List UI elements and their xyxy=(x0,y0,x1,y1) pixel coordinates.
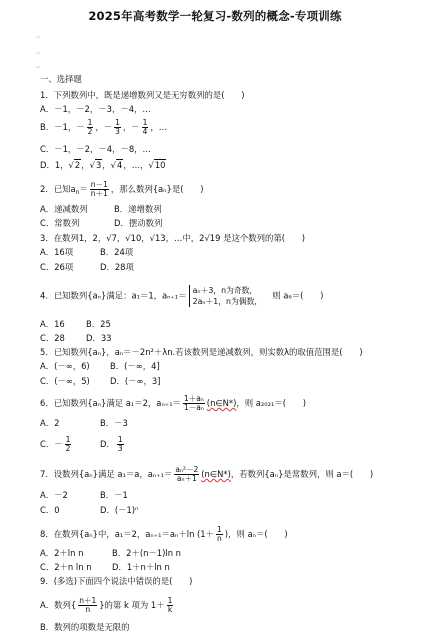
q6-frac-num: 1＋aₙ xyxy=(183,394,204,403)
q6-option-a: A．2 xyxy=(40,418,60,428)
q4-stem-prefix: 4．已知数列{aₙ}满足：a₁＝1，aₙ₊₁＝ xyxy=(40,290,187,301)
q2-options-row1 xyxy=(40,204,162,215)
paragraph-mark: ↵ xyxy=(36,64,42,71)
q1-stem: 1．下列数列中，既是递增数列又是无穷数列的是( ) xyxy=(40,90,245,100)
q6-options-row2 xyxy=(40,436,126,453)
q5-option-a: A．(－∞，6) xyxy=(40,361,90,371)
q6-stem-suffix: ，则 a₂₀₂₁＝( ) xyxy=(236,398,307,408)
q2-option-b: B．递增数列 xyxy=(114,204,162,214)
q9-option-b: B．数列的项数是无限的 xyxy=(40,622,130,632)
q4-option-d: D．33 xyxy=(86,333,112,343)
piecewise-brace xyxy=(189,285,263,307)
q5-option-b: B．(－∞，4] xyxy=(110,361,160,371)
q2-stem: 2．已知$a_n=$ $\frac{n-1}{n+1}$ ，那么数列{aₙ}是( ) xyxy=(40,180,204,198)
q1-option-d: D．1，√2，√3，√4，…，√10 xyxy=(40,160,166,170)
q5-stem: 5．已知数列{aₙ}，aₙ＝－2n²＋λn.若该数列是递减数列，则实数λ的取值范围是( ) xyxy=(40,347,363,357)
q2-option-c: C．常数列 xyxy=(40,218,80,228)
q7-option-d: D．(－1)ⁿ xyxy=(100,505,139,515)
q2-stem-suffix: ，那么数列{aₙ}是( ) xyxy=(110,184,204,194)
fraction xyxy=(174,466,199,483)
q8-stem-prefix: 8．在数列{aₙ}中，a₁＝2，aₙ₊₁＝aₙ＋ln xyxy=(40,529,195,539)
q6-stem-prefix: 6．已知数列{aₙ}满足 a₁＝2，aₙ₊₁＝ xyxy=(40,398,181,408)
q2-stem-prefix: 2．已知 xyxy=(40,184,71,194)
q6-options-row1 xyxy=(40,418,128,429)
q5-options-row1 xyxy=(40,361,160,372)
q6-option-c-prefix: C．－ xyxy=(40,439,63,449)
fraction: $\frac{1}{2}$ xyxy=(65,435,71,453)
q3-options-row1 xyxy=(40,247,133,258)
section-heading: 一、选择题 xyxy=(40,74,82,84)
q6-option-c xyxy=(40,436,100,453)
q4-option-a: A．16 xyxy=(40,319,65,329)
fraction: $\frac{1}{3}$ xyxy=(117,435,123,453)
fraction: $\frac{1}{k}$ xyxy=(167,596,173,614)
q6-option-d-prefix: D． xyxy=(100,439,115,449)
fraction: $\frac{n-1}{n+1}$ xyxy=(90,180,108,198)
q2-options-row2 xyxy=(40,218,162,229)
q2-option-a: A．递减数列 xyxy=(40,204,88,214)
q1-option-c: C．－1，－2，－4，－8，… xyxy=(40,144,151,154)
q6-option-d xyxy=(100,436,126,453)
q4-stem xyxy=(40,285,323,307)
q6-option-b: B．－3 xyxy=(100,418,128,428)
fraction xyxy=(183,395,205,412)
q9-stem: 9．(多选)下面四个说法中错误的是( ) xyxy=(40,576,193,586)
q3-options-row2 xyxy=(40,262,134,273)
q3-option-a: A．16项 xyxy=(40,247,74,257)
q9-option-a-prefix: A．数列{ xyxy=(40,600,77,610)
q7-stem-prefix: 7．设数列{aₙ}满足 a₁＝a，aₙ₊₁＝ xyxy=(40,469,173,479)
q5-option-c: C．(－∞，5) xyxy=(40,376,90,386)
q8-options-row1 xyxy=(40,548,181,559)
q8-stem: 8．在数列{aₙ}中，a₁＝2，aₙ₊₁＝aₙ＋ln (1＋ $\frac{1}{n}$ )，则 aₙ＝( ) xyxy=(40,525,288,543)
q4-options-row1 xyxy=(40,319,111,330)
q3-option-d: D．28项 xyxy=(100,262,134,272)
paragraph-mark: ↵ xyxy=(36,34,42,41)
paragraph-mark: ↵ xyxy=(36,50,42,57)
fraction: $\frac{1}{n}$ xyxy=(217,525,222,543)
q4-option-b: B．25 xyxy=(86,319,111,329)
q8-option-d: D．1＋n＋ln n xyxy=(112,562,170,572)
q6-frac-den: 1－aₙ xyxy=(183,403,204,412)
q8-option-a: A．2＋ln n xyxy=(40,548,84,558)
q9-option-a xyxy=(40,597,175,614)
q1-option-d-prefix: D．1， xyxy=(40,160,69,170)
fraction: $\frac{1}{3}$ xyxy=(115,118,120,136)
q4-case-2: 2aₙ＋1，n为偶数， xyxy=(192,297,263,306)
q6-stem xyxy=(40,395,306,412)
q7-frac-num: aₙ²－2 xyxy=(175,465,199,474)
q8-option-c: C．2＋n ln n xyxy=(40,562,92,572)
q8-option-b: B．2＋(n－1)ln n xyxy=(112,548,181,558)
q1-option-b-prefix: B．－1，－ xyxy=(40,122,85,132)
q1-option-a: A．－1，－2，－3，－4，… xyxy=(40,104,151,114)
q7-stem-suffix: ，若数列{aₙ}是常数列，则 a＝( ) xyxy=(230,469,374,479)
q3-option-c: C．26项 xyxy=(40,262,74,272)
q7-domain: (n∈N*) xyxy=(201,469,231,479)
q4-option-c: C．28 xyxy=(40,333,65,343)
q5-option-d: D．(－∞，3] xyxy=(110,376,161,386)
q3-stem: 3．在数列1，2，√7，√10，√13，…中，2√19 是这个数列的第( ) xyxy=(40,233,306,243)
q7-options-row1 xyxy=(40,490,128,501)
q4-options-row2 xyxy=(40,333,111,344)
fraction: $\frac{1}{2}$ xyxy=(87,118,93,136)
q2-option-d: D．摆动数列 xyxy=(114,218,163,228)
q7-option-c: C．0 xyxy=(40,505,60,515)
fraction: $\frac{1}{4}$ xyxy=(142,118,148,136)
page-title: 2025年高考数学一轮复习-数列的概念-专项训练 xyxy=(88,9,342,23)
q9-option-a-mid: }的第 k 项为 1＋ xyxy=(99,600,165,610)
q8-stem-suffix: ，则 aₙ＝( ) xyxy=(228,529,288,539)
q3-option-b: B．24项 xyxy=(100,247,134,257)
q5-options-row2 xyxy=(40,376,160,387)
q4-case-1: aₙ＋3，n为奇数， xyxy=(192,286,258,295)
q7-option-a: A．－2 xyxy=(40,490,68,500)
q7-stem xyxy=(40,466,373,483)
q8-options-row2 xyxy=(40,562,170,573)
fraction: $\frac{n+1}{n}$ xyxy=(79,596,97,614)
q1-option-b: B．－1，－ $\frac{1}{2}$ ，－ $\frac{1}{3}$ ，－ $\frac{1}{4}$ ，… xyxy=(40,118,168,136)
q4-stem-suffix: 则 a₆＝( ) xyxy=(272,290,324,301)
q6-domain: (n∈N*) xyxy=(206,398,237,408)
q7-option-b: B．－1 xyxy=(100,490,128,500)
q7-frac-den: aₙ＋1 xyxy=(176,474,197,483)
q7-options-row2 xyxy=(40,505,138,516)
